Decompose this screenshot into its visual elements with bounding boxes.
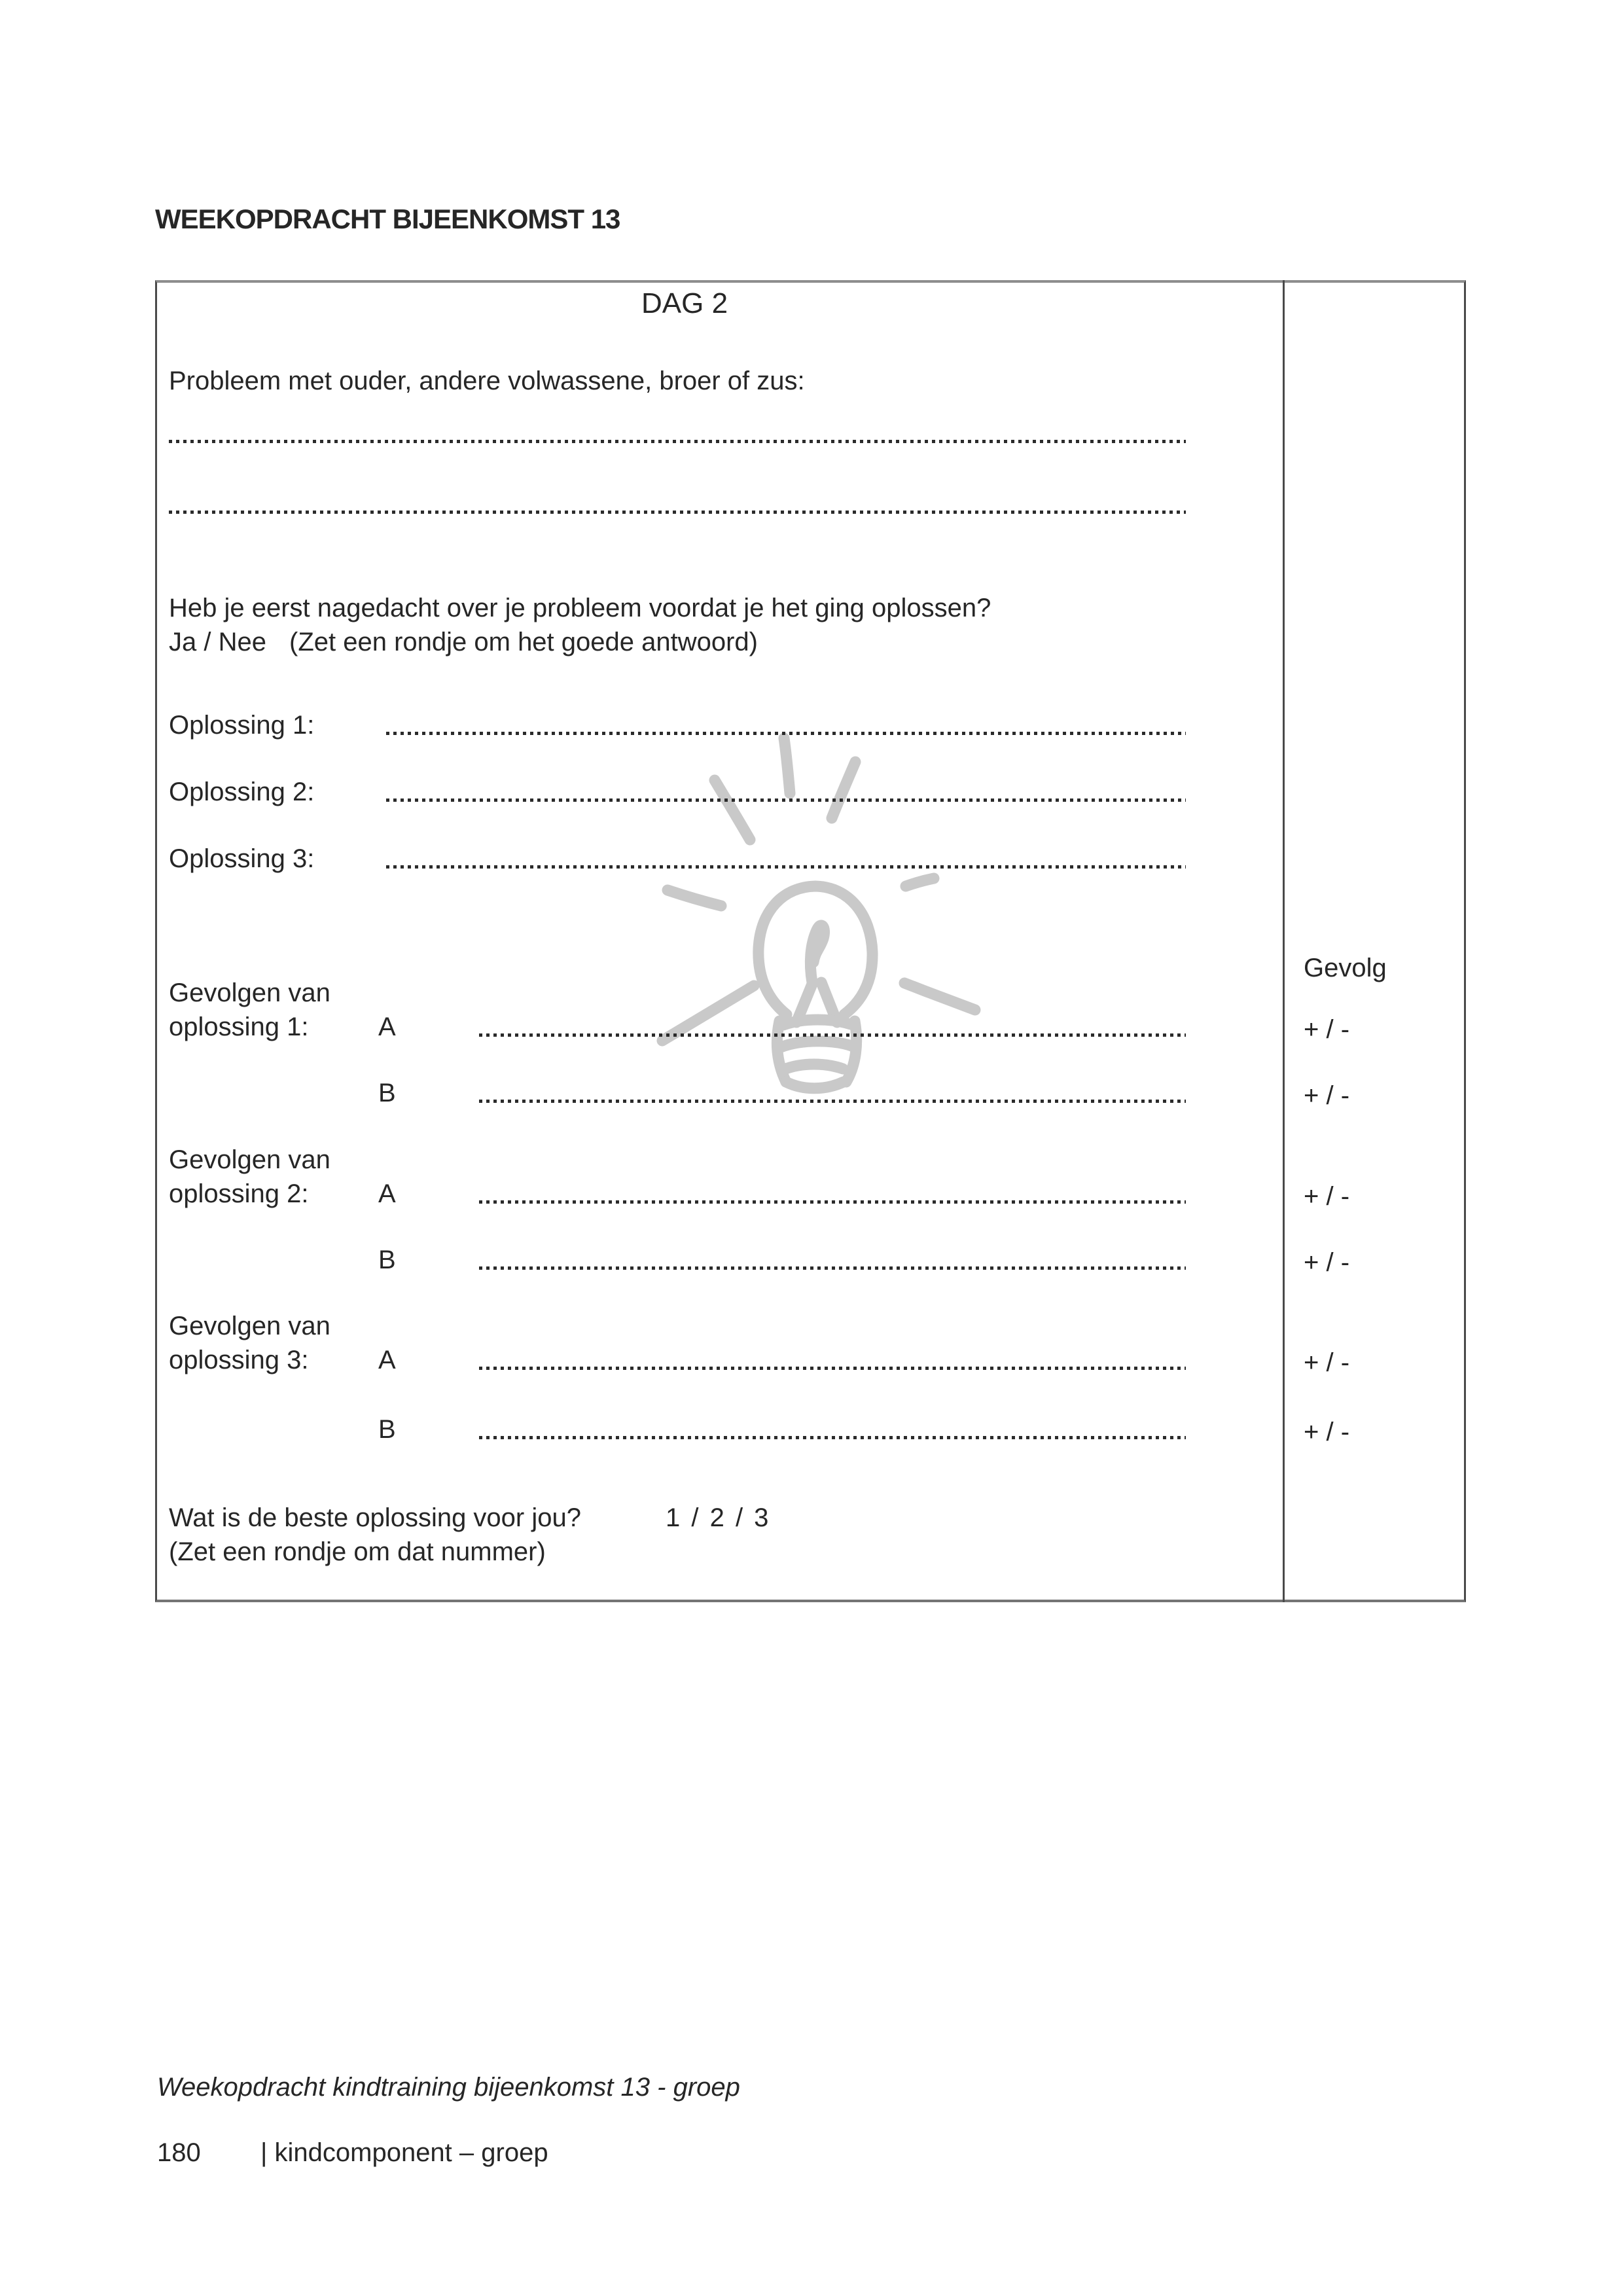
yes-no-instruction: (Zet een rondje om het goede antwoord)	[289, 628, 758, 656]
day-header: DAG 2	[641, 287, 728, 319]
plus-minus-3b[interactable]: + / -	[1304, 1418, 1350, 1446]
problem-answer-line-1[interactable]	[169, 440, 1186, 443]
footer-section-label: | kindcomponent – groep	[260, 2138, 548, 2167]
solution-answer-line-3[interactable]	[386, 865, 1186, 869]
gevolg-column-header: Gevolg	[1304, 954, 1387, 982]
solution-answer-line-1[interactable]	[386, 732, 1186, 735]
consequence-label-1: oplossing 1:	[169, 1013, 309, 1041]
problem-answer-line-2[interactable]	[169, 511, 1186, 514]
consequence-answer-line-2b[interactable]	[479, 1266, 1186, 1270]
best-instruction: (Zet een rondje om dat nummer)	[169, 1537, 546, 1566]
consequence-answer-line-1b[interactable]	[479, 1100, 1186, 1103]
page-title: WEEKOPDRACHT BIJEENKOMST 13	[155, 204, 620, 234]
plus-minus-2b[interactable]: + / -	[1304, 1248, 1350, 1277]
consequence-label-2: oplossing 2:	[169, 1179, 309, 1208]
row-letter-1a: A	[378, 1013, 396, 1041]
consequence-intro-2: Gevolgen van	[169, 1145, 330, 1174]
consequence-answer-line-1a[interactable]	[479, 1033, 1186, 1037]
consequence-answer-line-2a[interactable]	[479, 1200, 1186, 1204]
row-letter-2a: A	[378, 1179, 396, 1208]
footer-note: Weekopdracht kindtraining bijeenkomst 13 - groep	[157, 2073, 740, 2102]
worksheet-table	[155, 280, 1466, 1602]
yes-no-options[interactable]: Ja / Nee	[169, 628, 266, 656]
solution-label-3: Oplossing 3:	[169, 844, 315, 873]
consequence-answer-line-3b[interactable]	[479, 1436, 1186, 1439]
page-number: 180	[157, 2138, 201, 2167]
think-question: Heb je eerst nagedacht over je probleem voordat je het ging oplossen?	[169, 594, 991, 622]
row-letter-2b: B	[378, 1246, 396, 1274]
table-column-divider	[1283, 280, 1285, 1602]
best-options[interactable]: 1 / 2 / 3	[666, 1503, 769, 1532]
problem-label: Probleem met ouder, andere volwassene, broer of zus:	[169, 367, 805, 395]
solution-label-2: Oplossing 2:	[169, 778, 315, 806]
plus-minus-2a[interactable]: + / -	[1304, 1182, 1350, 1211]
row-letter-3a: A	[378, 1346, 396, 1374]
best-question: Wat is de beste oplossing voor jou?	[169, 1503, 581, 1532]
solution-answer-line-2[interactable]	[386, 798, 1186, 802]
solution-label-1: Oplossing 1:	[169, 711, 315, 740]
consequence-answer-line-3a[interactable]	[479, 1367, 1186, 1370]
plus-minus-1a[interactable]: + / -	[1304, 1015, 1350, 1044]
consequence-label-3: oplossing 3:	[169, 1346, 309, 1374]
row-letter-3b: B	[378, 1415, 396, 1444]
plus-minus-3a[interactable]: + / -	[1304, 1348, 1350, 1377]
consequence-intro-3: Gevolgen van	[169, 1312, 330, 1340]
consequence-intro-1: Gevolgen van	[169, 978, 330, 1007]
row-letter-1b: B	[378, 1079, 396, 1107]
plus-minus-1b[interactable]: + / -	[1304, 1081, 1350, 1110]
